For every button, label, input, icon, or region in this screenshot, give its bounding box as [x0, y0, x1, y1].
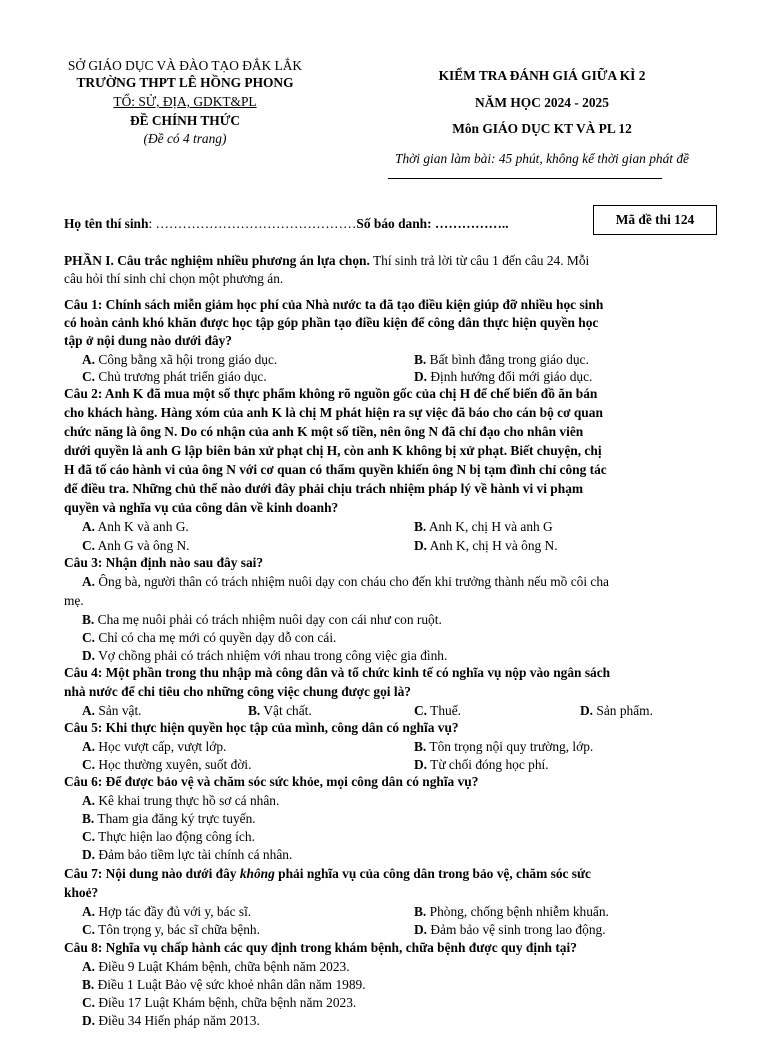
q4-option-d[interactable]: D. Sản phẩm. — [580, 703, 653, 718]
q8-option-b[interactable]: B. Điều 1 Luật Bảo vệ sức khoẻ nhân dân năm 1989. — [82, 977, 366, 992]
official-label: ĐỀ CHÍNH THỨC — [129, 113, 241, 128]
q1-option-b[interactable]: B. Bất bình đẳng trong giáo dục. — [414, 352, 589, 367]
q4-stem-2: nhà nước để chi tiêu cho những công việc chung được gọi là? — [64, 684, 411, 699]
q3-option-a-cont: mẹ. — [64, 593, 84, 608]
q8-stem: Câu 8: Nghĩa vụ chấp hành các quy định trong khám bệnh, chữa bệnh được quy định tại? — [64, 940, 577, 955]
q4-option-c[interactable]: C. Thuế. — [414, 703, 462, 718]
subject: Môn GIÁO DỤC KT VÀ PL 12 — [452, 121, 632, 136]
q2-option-d[interactable]: D. Anh K, chị H và ông N. — [414, 538, 558, 553]
q4-stem: Câu 4: Một phần trong thu nhập mà công dân và tổ chức kinh tế có nghĩa vụ nộp vào ngân sách — [64, 665, 611, 680]
q2-stem-2: cho khách hàng. Hàng xóm của anh K là chị M phát hiện ra sự việc đã báo cho cán bộ cơ quan — [64, 405, 603, 420]
q6-option-c[interactable]: C. Thực hiện lao động công ích. — [82, 829, 255, 844]
q6-option-b[interactable]: B. Tham gia đăng ký trực tuyến. — [82, 811, 256, 826]
part-title: PHẦN I. Câu trắc nghiệm nhiều phương án lựa chọn. — [64, 253, 370, 268]
q5-option-a[interactable]: A. Học vượt cấp, vượt lớp. — [82, 739, 227, 754]
school-year: NĂM HỌC 2024 - 2025 — [475, 95, 609, 110]
q5-stem: Câu 5: Khi thực hiện quyền học tập của mình, công dân có nghĩa vụ? — [64, 720, 459, 735]
q2-option-c[interactable]: C. Anh G và ông N. — [82, 538, 190, 553]
q4-option-b[interactable]: B. Vật chất. — [248, 703, 312, 718]
part-intro-line2: câu hỏi thí sinh chỉ chọn một phương án. — [64, 271, 284, 286]
candidate-id-label: Số báo danh: …………….. — [356, 216, 509, 231]
q6-option-d[interactable]: D. Đảm bảo tiềm lực tài chính cá nhân. — [82, 847, 293, 862]
q8-option-c[interactable]: C. Điều 17 Luật Khám bệnh, chữa bệnh năm 2023. — [82, 995, 357, 1010]
q3-stem: Câu 3: Nhận định nào sau đây sai? — [64, 555, 264, 570]
q3-option-c[interactable]: C. Chỉ có cha mẹ mới có quyền dạy dỗ con cái. — [82, 630, 337, 645]
q8-option-d[interactable]: D. Điều 34 Hiến pháp năm 2013. — [82, 1013, 260, 1028]
page-count: (Đề có 4 trang) — [143, 131, 227, 146]
q1-option-d[interactable]: D. Định hướng đổi mới giáo dục. — [414, 369, 593, 384]
q1-option-a[interactable]: A. Công bằng xã hội trong giáo dục. — [82, 352, 278, 367]
time-allowed: Thời gian làm bài: 45 phút, không kể thời gian phát đề — [395, 151, 689, 166]
q1-option-c[interactable]: C. Chủ trương phát triển giáo dục. — [82, 369, 267, 384]
q7-option-c[interactable]: C. Tôn trọng y, bác sĩ chữa bệnh. — [82, 922, 260, 937]
candidate-line — [64, 216, 509, 232]
q3-option-a[interactable]: A. Ông bà, người thân có trách nhiệm nuôi dạy con cháu cho đến khi trưởng thành nếu mồ côi cha — [82, 574, 609, 589]
q1-stem-3: tập ở nội dung nào dưới đây? — [64, 333, 232, 348]
q7-option-b[interactable]: B. Phòng, chống bệnh nhiễm khuẩn. — [414, 904, 609, 919]
q7-stem-2: khoẻ? — [64, 885, 99, 900]
q1-stem-2: có hoàn cảnh khó khăn được học tập góp phần tạo điều kiện để công dân thực hiện quyền học — [64, 315, 599, 330]
q2-option-a[interactable]: A. Anh K và anh G. — [82, 519, 189, 534]
q5-option-d[interactable]: D. Từ chối đóng học phí. — [414, 757, 549, 772]
department-name: SỞ GIÁO DỤC VÀ ĐÀO TẠO ĐẮK LẮK — [67, 58, 303, 73]
candidate-name-label: Họ tên thí sinh — [64, 216, 149, 231]
exam-code-box: Mã đề thi 124 — [593, 205, 717, 235]
q2-stem: Câu 2: Anh K đã mua một số thực phẩm không rõ nguồn gốc của chị H để chế biến đồ ăn bán — [64, 386, 598, 401]
part-intro-text: Thí sinh trả lời từ câu 1 đến câu 24. Mỗi — [369, 253, 590, 268]
q2-stem-3: chức năng là ông N. Do có nhận của anh K một số tiền, nên ông N đã chỉ đạo cho nhân viên — [64, 424, 584, 439]
part-intro — [64, 253, 724, 269]
header-rule — [388, 178, 662, 179]
q2-option-b[interactable]: B. Anh K, chị H và anh G — [414, 519, 553, 534]
q7-option-d[interactable]: D. Đảm bảo vệ sinh trong lao động. — [414, 922, 606, 937]
school-name: TRƯỜNG THPT LÊ HỒNG PHONG — [76, 75, 294, 90]
q6-option-a[interactable]: A. Kê khai trung thực hồ sơ cá nhân. — [82, 793, 280, 808]
q3-option-b[interactable]: B. Cha mẹ nuôi phải có trách nhiệm nuôi dạy con cái như con ruột. — [82, 612, 442, 627]
q5-option-c[interactable]: C. Học thường xuyên, suốt đời. — [82, 757, 252, 772]
q3-option-d[interactable]: D. Vợ chồng phải có trách nhiệm với nhau trong công việc gia đình. — [82, 648, 448, 663]
q6-stem: Câu 6: Để được bảo vệ và chăm sóc sức khỏe, mọi công dân có nghĩa vụ? — [64, 774, 479, 789]
q5-option-b[interactable]: B. Tôn trọng nội quy trường, lớp. — [414, 739, 594, 754]
group-name: TỔ: SỬ, ĐỊA, GDKT&PL — [113, 94, 257, 109]
q1-stem: Câu 1: Chính sách miễn giảm học phí của Nhà nước ta đã tạo điều kiện giúp đỡ nhiều học sinh — [64, 297, 604, 312]
q4-option-a[interactable]: A. Sản vật. — [82, 703, 142, 718]
q7-negation: không — [239, 866, 275, 881]
candidate-name-dots: : ……………………………………… — [148, 216, 357, 231]
q8-option-a[interactable]: A. Điều 9 Luật Khám bệnh, chữa bệnh năm 2023. — [82, 959, 350, 974]
q2-stem-5: H đã tố cáo hành vi của ông N với cơ quan có thẩm quyền khiến ông N bị tạm đình chỉ công tác — [64, 462, 607, 477]
q2-stem-7: quyền và nghĩa vụ của công dân về kinh doanh? — [64, 500, 339, 515]
q7-stem: Câu 7: Nội dung nào dưới đây không phải nghĩa vụ của công dân trong bảo vệ, chăm sóc sức — [64, 866, 592, 881]
q2-stem-6: để điều tra. Những chủ thể nào dưới đây phải chịu trách nhiệm pháp lý về hành vi vi phạm — [64, 481, 584, 496]
q7-option-a[interactable]: A. Hợp tác đầy đủ với y, bác sĩ. — [82, 904, 252, 919]
q2-stem-4: dưới quyền là anh G lập biên bản xử phạt chị H, còn anh K không bị xử phạt. Biết chuyện, chị — [64, 443, 602, 458]
exam-title: KIỂM TRA ĐÁNH GIÁ GIỮA KÌ 2 — [438, 68, 646, 83]
